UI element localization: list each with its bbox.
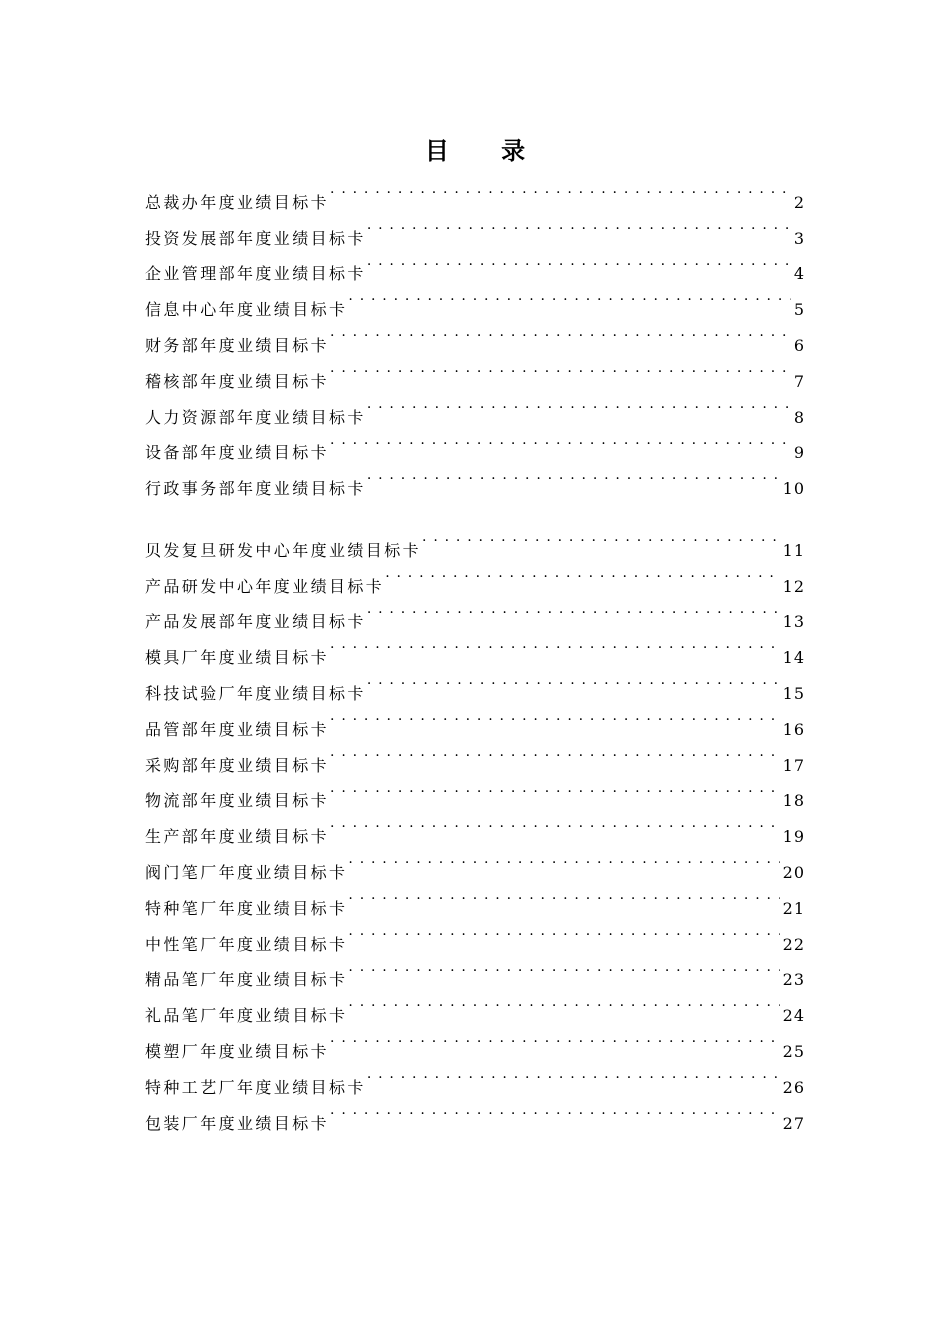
toc-entry-label: 特种笔厂年度业绩目标卡 [145, 898, 348, 918]
toc-page-number: 5 [793, 300, 805, 320]
page-title: 目 录 [424, 136, 548, 165]
toc-entry-label: 礼品笔厂年度业绩目标卡 [145, 1006, 348, 1026]
toc-dot-leader [348, 842, 779, 878]
toc-entry-label: 品管部年度业绩目标卡 [145, 719, 330, 739]
toc-entry-label: 财务部年度业绩目标卡 [145, 335, 330, 355]
toc-entry-label: 企业管理部年度业绩目标卡 [145, 264, 366, 284]
toc-page-number: 18 [782, 791, 805, 811]
toc-group-production [145, 520, 805, 1133]
toc-entry-label: 产品发展部年度业绩目标卡 [145, 612, 366, 632]
toc-entry-label: 产品研发中心年度业绩目标卡 [145, 576, 385, 596]
toc-entry-label: 包装厂年度业绩目标卡 [145, 1113, 330, 1133]
toc-dot-leader [330, 699, 780, 735]
toc-dot-leader [385, 556, 779, 592]
toc-entry-label: 模具厂年度业绩目标卡 [145, 648, 330, 668]
toc-entry-label: 物流部年度业绩目标卡 [145, 791, 330, 811]
toc-dot-leader [330, 423, 791, 459]
toc-dot-leader [330, 351, 791, 387]
toc-dot-leader [330, 172, 791, 208]
toc-dot-leader [422, 520, 780, 556]
toc-page-number: 27 [782, 1113, 805, 1133]
toc-dot-leader [367, 1057, 780, 1093]
toc-page-number: 23 [782, 970, 805, 990]
toc-dot-leader [348, 878, 779, 914]
toc-page-number: 4 [793, 264, 805, 284]
toc-dot-leader [330, 1021, 780, 1057]
toc-dot-leader [330, 315, 791, 351]
toc-dot-leader [330, 735, 780, 771]
toc-dot-leader [367, 387, 791, 423]
toc-page-number: 21 [782, 898, 805, 918]
toc-dot-leader [367, 592, 780, 628]
toc-dot-leader [367, 663, 780, 699]
toc-dot-leader [348, 914, 779, 950]
toc-dot-leader [348, 985, 779, 1021]
toc-entry[interactable] [145, 520, 805, 560]
toc-dot-leader [330, 1093, 780, 1129]
toc-page-number: 26 [782, 1077, 805, 1097]
toc-entry-label: 中性笔厂年度业绩目标卡 [145, 934, 348, 954]
toc-page-number: 2 [793, 192, 805, 212]
toc-page-number: 11 [782, 540, 805, 560]
toc-page-number: 24 [782, 1006, 805, 1026]
toc-dot-leader [330, 771, 780, 807]
toc-page-number: 9 [793, 443, 805, 463]
toc-group-admin [145, 172, 805, 499]
toc-page-number: 15 [782, 683, 805, 703]
toc-page-number: 12 [782, 576, 805, 596]
toc-dot-leader [348, 279, 790, 315]
toc-page-number: 25 [782, 1041, 805, 1061]
toc-page-number: 16 [782, 719, 805, 739]
toc-page-number: 20 [782, 862, 805, 882]
toc-entry-label: 投资发展部年度业绩目标卡 [145, 228, 366, 248]
toc-page-number: 7 [793, 371, 805, 391]
toc-page-number: 6 [793, 335, 805, 355]
toc-entry-label: 稽核部年度业绩目标卡 [145, 371, 330, 391]
toc-entry-label: 生产部年度业绩目标卡 [145, 827, 330, 847]
toc-page-number: 3 [793, 228, 805, 248]
toc-page-number: 10 [782, 479, 805, 499]
toc-entry-label: 阀门笔厂年度业绩目标卡 [145, 862, 348, 882]
toc-page-number: 19 [782, 827, 805, 847]
toc-entry-label: 贝发复旦研发中心年度业绩目标卡 [145, 540, 422, 560]
toc-page-number: 14 [782, 648, 805, 668]
toc-entry-label: 科技试验厂年度业绩目标卡 [145, 683, 366, 703]
toc-entry-label: 总裁办年度业绩目标卡 [145, 192, 330, 212]
toc-dot-leader [367, 208, 791, 244]
toc-entry-label: 精品笔厂年度业绩目标卡 [145, 970, 348, 990]
toc-entry-label: 模塑厂年度业绩目标卡 [145, 1041, 330, 1061]
toc-entry-label: 采购部年度业绩目标卡 [145, 755, 330, 775]
toc-entry-label: 设备部年度业绩目标卡 [145, 443, 330, 463]
toc-page-number: 8 [793, 407, 805, 427]
toc-entry-label: 人力资源部年度业绩目标卡 [145, 407, 366, 427]
toc-entry-label: 行政事务部年度业绩目标卡 [145, 479, 366, 499]
toc-entry[interactable] [145, 172, 805, 212]
toc-page-number: 22 [782, 934, 805, 954]
toc-entry-label: 信息中心年度业绩目标卡 [145, 300, 348, 320]
toc-dot-leader [367, 244, 791, 280]
toc-entry-label: 特种工艺厂年度业绩目标卡 [145, 1077, 366, 1097]
toc-dot-leader [348, 950, 779, 986]
toc-dot-leader [330, 806, 780, 842]
toc-page-number: 17 [782, 755, 805, 775]
toc-page-number: 13 [782, 612, 805, 632]
toc-dot-leader [367, 458, 780, 494]
toc-dot-leader [330, 627, 780, 663]
